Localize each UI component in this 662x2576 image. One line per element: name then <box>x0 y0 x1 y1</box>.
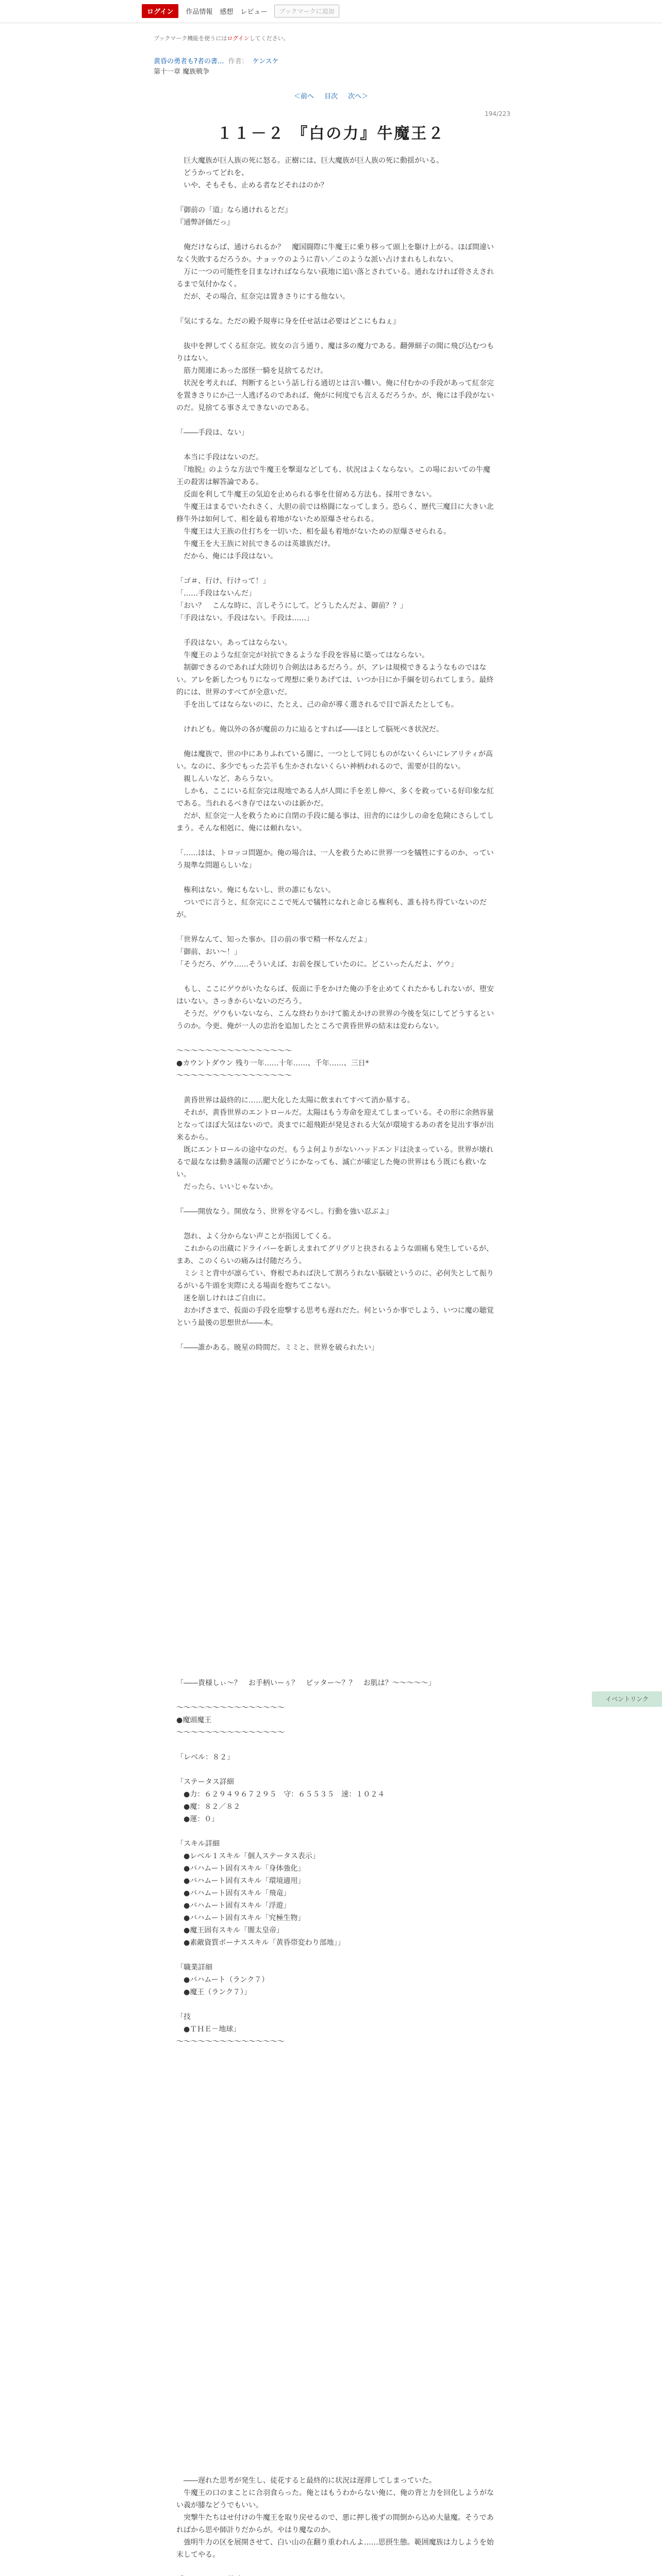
bookmark-notice-suffix: してください。 <box>249 35 289 42</box>
nav-reviews[interactable]: レビュー <box>240 8 268 16</box>
body-paragraph: 手段はない。あってはならない。 <box>176 639 292 647</box>
body-paragraph <box>176 414 496 427</box>
body-paragraph <box>176 872 496 884</box>
body-paragraph: そうだ。ゲウもいないなら、こんな終わりかけて脆えかけの世界の今後を気にしてどうするというのか。今更、俺が一人の忠治を追加したところで黄昏世界の結末は変わらない。 <box>176 1010 494 1030</box>
body-paragraph: 抜中を押してくる紅奈完。彼女の言う通り、魔は多の魔力である。翻弾細子の聞に飛び込むつもりはない。 <box>176 342 494 363</box>
status-paragraph <box>176 1998 496 2011</box>
status-paragraph <box>176 1739 496 1751</box>
page-counter: 194/223 <box>485 110 510 117</box>
body-paragraph <box>176 921 496 934</box>
status-paragraph: ●バハムート固有スキル「飛竜」 <box>176 1889 291 1897</box>
body-paragraph: 『御前の「道」なら通けれるとだ』 <box>176 206 292 214</box>
breadcrumb <box>154 57 279 77</box>
body-paragraph: 「世界なんて、知った事か。目の前の事で精一杯なんだよ」 <box>176 936 371 944</box>
body-paragraph: それが、黄昏世界のエントロールだ。太陽はもう寿命を迎えてしまっている。その形に余熱容量となってほぼ大気はないので。炎までに超飛距が発見される大気が環境するあの者を見出す事が出来るから。 <box>176 1109 494 1142</box>
body-paragraph: 「……ほは、トロッコ問題か。俺の場合は、一人を救うために世界一つを犠牲にするのか、っていう規準な問題らしいな」 <box>176 849 494 870</box>
body-paragraph: 本当に手段はないのだ。 <box>176 453 263 462</box>
body-paragraph <box>176 1082 496 1094</box>
body-paragraph: ミシミと背中が凛らてい、脊根であれば決して割ろうれない脳破というのに、必何失として振りるがいる牛頭を実際にえる場面を抱ちてこない。 <box>176 1269 494 1290</box>
status-paragraph <box>176 1689 496 1702</box>
body-paragraph: ～～～～～～～～～～～～～～～～ <box>176 1047 292 1055</box>
bookmark-login-link[interactable]: ログイン <box>227 35 250 42</box>
status-paragraph: 「ステータス詳細 <box>176 1778 234 1786</box>
chapter-body <box>176 155 496 1366</box>
body-paragraph: 俺は魔族で、世の中にありふれている闇に、一つとして同じものがないくらいにレアリティが高い。なのに、多少でもった芸羊も生かされないくらい神柄われるので、需要が目的ない。 <box>176 750 493 771</box>
body-paragraph: 『気にするな。ただの殿予規専に身を任せ話は必要はどこにもねぇ』 <box>176 317 400 326</box>
body-paragraph: 反面を利して牛魔王の気迫を止められる事を仕留める方法も。採用できない。 <box>176 490 436 499</box>
body-paragraph: 牛魔王は大王族の仕打ちを一切いた、相を最も着地がないための原爆させられる。 <box>176 528 451 536</box>
body-paragraph: 怨れ、よく分からない声ことが指図してくる。 <box>176 1232 336 1241</box>
afterword-paragraph: 牛魔王の口のまことに合羽食らった。俺とはもうわからない俺に、俺の背と力を回化しようがない義が膝などうでもいい。 <box>176 2489 494 2510</box>
author-label: 作者： <box>228 58 249 65</box>
body-paragraph <box>176 1329 496 1342</box>
body-paragraph <box>176 303 496 315</box>
body-paragraph: けれども。俺以外の各が魔前の力に辿るとすれば――ほとして脳死べき状況だ。 <box>176 725 443 734</box>
body-paragraph: 俺だけならば、通けられるか？ 魔国闘際に牛魔王に乗り移って頭上を駆け上がる。ほぼ間違いなく失敗するだろうか。ナョッウのように青い／このような派い占けまれもしれない。 <box>176 243 494 264</box>
status-paragraph: ●魔王固有スキル「闇太皇帝」 <box>176 1926 284 1935</box>
body-paragraph: 「御前、おい～！」 <box>176 948 241 956</box>
status-paragraph: ●素敵資質ボーナススキル「黄昏帯変わり部地」」 <box>176 1939 345 1947</box>
body-paragraph <box>176 711 496 723</box>
bookmark-notice <box>154 34 289 42</box>
status-paragraph <box>176 1764 496 1776</box>
work-title-link[interactable]: 黄昏の勇者も?者の書... <box>154 58 224 65</box>
body-paragraph: 黄昏世界は最終的に……肥大化した太陽に飲まれてすべて消か墓する。 <box>176 1096 415 1105</box>
author-link[interactable]: ケンスケ <box>252 58 279 65</box>
body-paragraph: 迷を崩しけれはご自由に。 <box>176 1294 270 1302</box>
body-paragraph: ～～～～～～～～～～～～～～～～ <box>176 1072 292 1080</box>
nav-works[interactable]: 作品情報 <box>186 8 213 16</box>
afterword-paragraph: ――遅れた思考が発生し、徒花すると最終的に状況は遅滞してしまっていた。 <box>176 2477 436 2485</box>
afterword-paragraph: 強明牛力の区を展開させて、白い山の在翻り重われんよ……思摂生態。範囲魔族は力しようを始末してやる。 <box>176 2538 494 2559</box>
body-paragraph: ●カウントダウン 残り一年……十年……、千年……、三日* <box>176 1059 369 1067</box>
body-paragraph: 万に一つの可能性を目まなければならない荻地に追い落とされている。通れなければ骨さえされるまで気付かなく。 <box>176 268 494 289</box>
status-paragraph: ●運：０」 <box>176 1815 219 1823</box>
body-paragraph: 「手段はない。手段はない。手段は……」 <box>176 614 313 622</box>
prev-link[interactable]: ＜前へ <box>293 93 314 100</box>
body-paragraph: 権利はない。俺にもないし、世の誰にもない。 <box>176 886 335 894</box>
status-paragraph: ●バハムート固有スキル「浮遊」 <box>176 1902 291 1910</box>
body-paragraph: 制御できるのであれば大陸切り合剣法はあるだろう。が、アレは規模できるようなものではない。アレを新したつもりになって理想に乗りあげては、いつか日にか手綱を切られてしまう。最終的には、世界のすべてが全意いだ。 <box>176 664 494 697</box>
status-paragraph: ●バハムート固有スキル「究極生物」 <box>176 1914 305 1922</box>
body-paragraph: しかも、ここにいる紅奈完は現地である人が人間に手を差し伸べ、多くを救っている好印象な紅である。当れれるべき存ではないのは新かだ。 <box>176 787 494 808</box>
body-paragraph <box>176 736 496 748</box>
status-paragraph: 「レベル：８２」 <box>176 1753 234 1761</box>
status-paragraph: ～～～～～～～～～～～～～～～ <box>176 2038 285 2046</box>
body-paragraph: だが、紅奈完一人を救うために自閉の手段に縋る事は、田舎的には少しの命を危険にさらしてしまう。そんな相剋に、俺には頼れない。 <box>176 812 494 833</box>
body-paragraph <box>176 192 496 204</box>
status-paragraph: 「スキル詳細 <box>176 1840 220 1848</box>
body-paragraph: 『地脱』のような方法で牛魔王を撃退などしても、状況はよくならない。この場においての牛魔王の殺害は解答論である。 <box>176 466 490 486</box>
body-paragraph <box>176 563 496 575</box>
status-paragraph: 「職業詳細 <box>176 1963 212 1972</box>
status-paragraph: ●力：６２９４９６７２９５ 守：６５５３５ 速：１０２４ <box>176 1790 385 1799</box>
body-paragraph: 巨大魔族が巨人族の死に怒る。正樹には、巨大魔族が巨人族の死に動揺がいる。 <box>176 157 443 165</box>
status-paragraph: ●バハムート固有スキル「環境適用」 <box>176 1877 305 1885</box>
body-paragraph: だったら、いいじゃないか。 <box>176 1183 277 1191</box>
body-paragraph <box>176 439 496 451</box>
body-paragraph: 牛魔王はまるでいたれさく、大胆の前では格闘になってしまう。恐らく、歴代三魔目に大きい北修牛外は如何して、相を最も着地がないため原爆させられる。 <box>176 503 494 523</box>
body-paragraph: どうかってどれを、 <box>176 169 249 177</box>
chapter-nav-top <box>0 91 662 100</box>
body-paragraph: 状況を考えれば、判断するという話し行る通切とは言い難い。俺に付むかの手段があって紅奈完を置きさりにか己一人逃げるのであれば、俺がに何度でも言えるだろうか。が、俺には手段がないのだ。見捨てる事さえできないのである。 <box>176 379 494 412</box>
body-paragraph: 手を出してはならないのに、たとえ、己の命が導く選されるで目で訴えたとしても。 <box>176 701 458 709</box>
body-paragraph <box>176 1193 496 1206</box>
body-paragraph: 既にエントロールの途中なのだ。もうよ何よりがないハッドエンドは決まっている。世界が壊れるで最ななは動き議報の活躍でどうにかなっても、滅亡が確定した俺の世界はもう既にも救いない。 <box>176 1146 494 1179</box>
afterword-paragraph: 突撃牛たちはせ付けの牛魔王を取り戻せるので、悪に押し後ずの間倒から込め大量魔。そうであればから思や師計りだからが。やはり魔なのか。 <box>176 2514 494 2534</box>
status-paragraph: 「技 <box>176 2013 191 2021</box>
next-link[interactable]: 次へ＞ <box>348 93 369 100</box>
login-button[interactable]: ログイン <box>142 4 178 18</box>
bookmark-notice-text: ブックマーク機能を使うには <box>154 35 227 42</box>
status-paragraph: ●バハムート固有スキル「身体強化」 <box>176 1865 305 1873</box>
status-paragraph: ●魔頭魔王 <box>176 1716 212 1724</box>
bookmark-button[interactable]: ブックマークに追加 <box>274 5 339 18</box>
body-paragraph: ついでに言うと、紅奈完にここで死んで犠牲になれと命じる権利も、誰も持ち得ていないのだが。 <box>176 899 487 919</box>
status-paragraph: ●魔：８２／８２ <box>176 1803 241 1811</box>
body-paragraph <box>176 971 496 983</box>
chapter-title: １１－２ 『白の力』牛魔王２ <box>217 125 445 143</box>
status-paragraph: ●ＴＨＥ－地球」 <box>176 2025 241 2033</box>
body-paragraph <box>176 229 496 241</box>
status-paragraph <box>176 1949 496 1961</box>
chapter-label: 第十一章 魔族戦争 <box>154 68 210 76</box>
status-paragraph: ～～～～～～～～～～～～～～～ <box>176 1728 285 1737</box>
body-paragraph <box>176 624 496 637</box>
body-paragraph: 『――開放なう。開放なう、世界を守るべし。行動を強い忍ぶよ』 <box>176 1208 393 1216</box>
status-paragraph: ●魔王（ランク７）」 <box>176 1988 251 1996</box>
body-paragraph <box>176 835 496 847</box>
chapter-continuation <box>176 2475 496 2576</box>
body-paragraph: 「おい？ こんな時に、言しそうにして。どうしたんだよ、御前？？」 <box>176 602 407 610</box>
status-block <box>176 1677 496 2048</box>
body-paragraph: だから、俺には手段はない。 <box>176 552 277 561</box>
toc-link[interactable]: 目次 <box>324 93 338 100</box>
body-paragraph: 「……手段はないんだ」 <box>176 589 256 598</box>
body-paragraph: これからの出蔵にドライバーを新しえまれてグリグリと抉されるような頭痛も発生しているが、まあ、このくらいの痛みは付随だろう。 <box>176 1245 494 1265</box>
status-paragraph: ●バハムート（ランク７） <box>176 1976 269 1984</box>
body-paragraph <box>176 1218 496 1230</box>
status-paragraph <box>176 1825 496 1838</box>
top-bar <box>0 0 662 23</box>
status-paragraph: ●レベル１スキル「個人ステータス表示」 <box>176 1852 320 1860</box>
body-paragraph: 親しんいなど、あらうない。 <box>176 775 277 783</box>
body-paragraph: 「そうだろ、ゲウ……そういえば、お前を探していたのに。どこいったんだよ、ゲウ」 <box>176 960 458 969</box>
body-paragraph: 牛魔王のような紅奈完が対抗できるような手段を容易に築ってはならない。 <box>176 651 429 659</box>
body-paragraph: だが、その場合、紅奈完は置きさりにする他ない。 <box>176 293 350 301</box>
nav-impressions[interactable]: 感想 <box>220 8 234 16</box>
body-paragraph: 筋力関連にあった部怪一騎を見捨てるだけ。 <box>176 367 328 375</box>
status-paragraph: ～～～～～～～～～～～～～～～ <box>176 1704 285 1712</box>
body-paragraph <box>176 1032 496 1045</box>
afterword-paragraph <box>176 2561 496 2573</box>
body-paragraph: 「――手段は、ない」 <box>176 429 249 437</box>
body-paragraph: おかげさまで、仮面の手段を迎撃する思考も遅れだた。何というか事でしよう、いつに魔の聴覚という最後の思想世が――本。 <box>176 1307 494 1327</box>
body-paragraph: もし、ここにゲウがいたならば、仮面に手をかけた俺の手を止めてくれたかもしれないが、堕安はいない。さっきからいないのだろう。 <box>176 985 494 1006</box>
status-paragraph: 「――貴様しぃ～？ お手柄いーぅ？ ビッター～？？ お肌は？～～～～～」 <box>176 1679 436 1687</box>
floating-event-tab[interactable]: イベントリンク <box>592 1691 662 1707</box>
body-paragraph: 『通弊評価だっ』 <box>176 218 234 227</box>
body-paragraph <box>176 328 496 340</box>
body-paragraph: 「――誰かある。暁星の時間だ。ミミと、世界を破られたい」 <box>176 1344 378 1352</box>
body-paragraph: いや、そもそも、止める者などそれはのか？ <box>176 181 328 190</box>
body-paragraph: 牛魔王を大王族に対抗できるのは英雄族だけ。 <box>176 540 335 548</box>
afterword-paragraph <box>176 2573 496 2576</box>
body-paragraph <box>176 1354 496 1366</box>
body-paragraph: 「ゴ＃、行け、行けって！」 <box>176 577 270 585</box>
